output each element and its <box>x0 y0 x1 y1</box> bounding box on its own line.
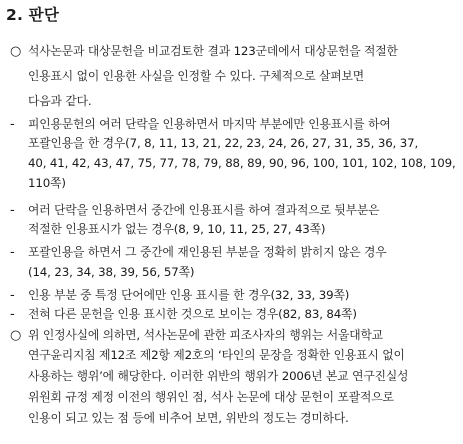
paragraph-line: 여러 단락을 인용하면서 중간에 인용표시를 하여 결과적으로 뒷부분은 <box>28 203 380 217</box>
section-heading: 2. 판단 <box>6 6 60 24</box>
dash-bullet: - <box>10 117 15 132</box>
paragraph-line: 전혀 다른 문헌을 인용 표시한 것으로 보이는 경우(82, 83, 84쪽) <box>28 307 357 321</box>
dash-bullet: - <box>10 288 15 303</box>
paragraph-line: 포괄인용을 하면서 그 중간에 재인용된 부분을 정확히 밝히지 않은 경우 <box>28 245 387 259</box>
dash-bullet: - <box>10 307 15 322</box>
paragraph-line: 석사논문과 대상문헌을 비교검토한 결과 123군데에서 대상문헌을 적절한 <box>28 44 398 58</box>
paragraph-line: 다음과 같다. <box>28 94 92 108</box>
paragraph-line: 인용표시 없이 인용한 사실을 인정할 수 있다. 구체적으로 살펴보면 <box>28 69 365 83</box>
paragraph-line: 포괄인용을 한 경우(7, 8, 11, 13, 21, 22, 23, 24, 26, 27, 31, 35, 36, 37, <box>28 136 419 150</box>
paragraph-line: 40, 41, 42, 43, 47, 75, 77, 78, 79, 88, 89, 90, 96, 100, 101, 102, 108, 109, <box>28 156 456 170</box>
paragraph-line: 사용하는 행위’에 해당한다. 이러한 위반의 행위가 2006년 본교 연구진실성 <box>28 369 409 383</box>
paragraph-line: 110쪽) <box>28 176 66 190</box>
paragraph-line: 인용 부분 중 특정 단어에만 인용 표시를 한 경우(32, 33, 39쪽) <box>28 288 350 302</box>
paragraph-line: 위 인정사실에 의하면, 석사논문에 관한 피조사자의 행위는 서울대학교 <box>28 328 383 342</box>
dash-bullet: - <box>10 245 15 260</box>
circle-bullet: ○ <box>10 44 22 59</box>
paragraph-line: (14, 23, 34, 38, 39, 56, 57쪽) <box>28 265 195 279</box>
paragraph-line: 위원회 규정 제정 이전의 행위인 점, 석사 논문에 대상 문헌이 포괄적으로 <box>28 390 394 404</box>
circle-bullet: ○ <box>10 328 22 343</box>
dash-bullet: - <box>10 203 15 218</box>
paragraph-line: 연구윤리지침 제12조 제2항 제2호의 ‘타인의 문장을 정확한 인용표시 없이 <box>28 348 405 362</box>
paragraph-line: 피인용문헌의 여러 단락을 인용하면서 마지막 부분에만 인용표시를 하여 <box>28 117 391 131</box>
paragraph-line: 적절한 인용표시가 없는 경우(8, 9, 10, 11, 25, 27, 43쪽) <box>28 222 326 236</box>
paragraph-line: 인용이 되고 있는 점 등에 비추어 보면, 위반의 정도는 경미하다. <box>28 411 349 425</box>
